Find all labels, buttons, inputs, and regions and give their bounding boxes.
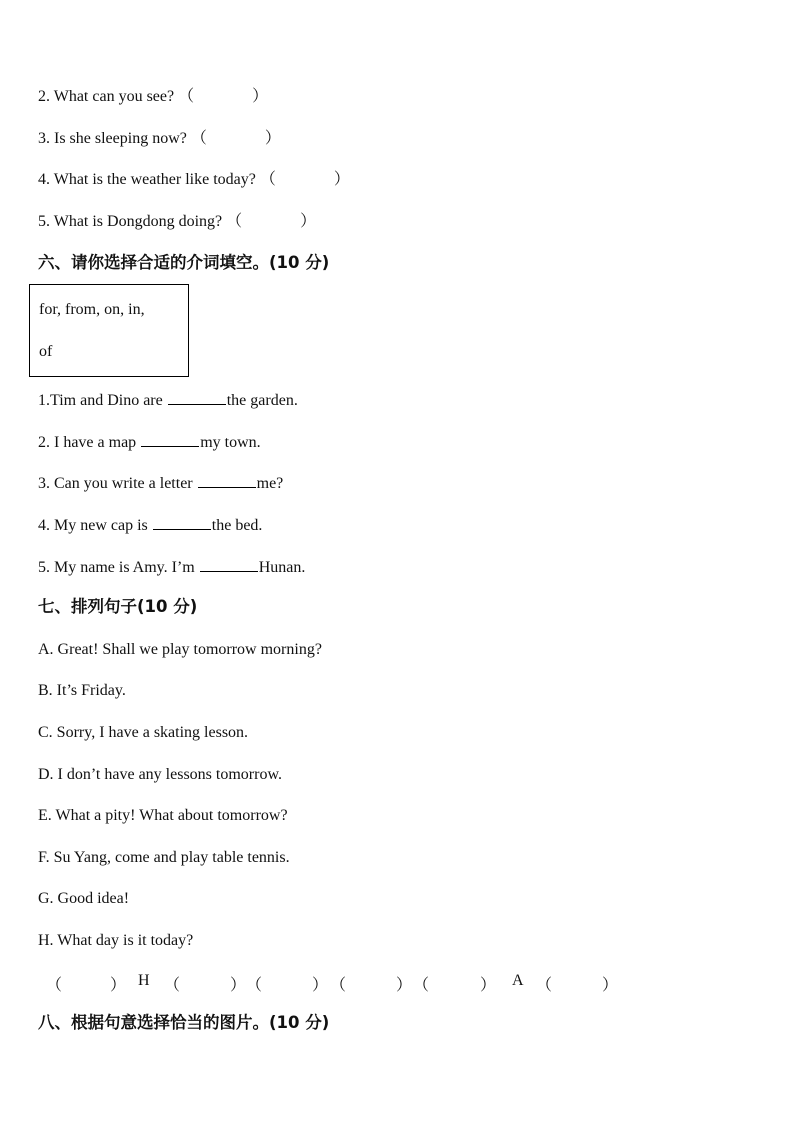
sentence-d: D. I don’t have any lessons tomorrow.	[38, 766, 282, 783]
item-text-after: my town.	[200, 434, 261, 451]
item-text-before: 4. My new cap is	[38, 517, 148, 534]
section-7-heading: 七、排列句子(10 分)	[38, 597, 198, 616]
word-bank-line-1: for, from, on, in,	[39, 301, 145, 318]
item-text-before: 3. Can you write a letter	[38, 475, 193, 492]
sentence-c: C. Sorry, I have a skating lesson.	[38, 724, 249, 741]
slot-5-close: ）	[480, 977, 497, 994]
section-8-heading: 八、根据句意选择恰当的图片。(10 分)	[38, 1013, 330, 1032]
answer-paren-close: ）	[252, 88, 269, 105]
sentence-b: B. It’s Friday.	[38, 682, 126, 699]
fill-blank[interactable]	[153, 515, 211, 530]
fill-item-5	[38, 557, 305, 578]
section-6-heading: 六、请你选择合适的介词填空。(10 分)	[38, 253, 330, 272]
item-text-before: 1.Tim and Dino are	[38, 392, 163, 409]
answer-paren-close: ）	[333, 171, 350, 188]
fill-item-1	[38, 390, 298, 411]
sentence-g: G. Good idea!	[38, 890, 130, 907]
sentence-a: A. Great! Shall we play tomorrow morning?	[38, 641, 322, 658]
fill-blank[interactable]	[168, 390, 226, 405]
fill-item-3	[38, 473, 283, 494]
slot-2-open: （	[164, 977, 181, 994]
question-4	[38, 170, 350, 190]
answer-paren-close: ）	[300, 213, 317, 230]
fill-blank[interactable]	[141, 432, 199, 447]
answer-paren-open: （	[178, 88, 195, 105]
item-text-before: 5. My name is Amy. I’m	[38, 559, 195, 576]
question-text: 3. Is she sleeping now?	[38, 130, 187, 147]
slot-6-open: （	[536, 977, 553, 994]
slot-3-open: （	[246, 977, 263, 994]
item-text-after: me?	[256, 475, 284, 492]
slot-3-close: ）	[312, 977, 329, 994]
question-text: 5. What is Dongdong doing?	[38, 213, 223, 230]
question-text: 2. What can you see?	[38, 88, 175, 105]
answer-paren-close: ）	[264, 130, 281, 147]
answer-paren-open: （	[226, 213, 243, 230]
given-answer-last: A	[512, 972, 524, 989]
answer-paren-open: （	[190, 130, 207, 147]
slot-2-close: ）	[230, 977, 247, 994]
item-text-before: 2. I have a map	[38, 434, 137, 451]
slot-5-open: （	[413, 977, 430, 994]
given-answer-first: H	[138, 972, 150, 989]
item-text-after: Hunan.	[258, 559, 306, 576]
word-bank-line-2: of	[39, 343, 53, 360]
slot-6-close: ）	[602, 977, 619, 994]
slot-1-close: ）	[110, 977, 127, 994]
question-5	[38, 212, 316, 232]
slot-4-close: ）	[396, 977, 413, 994]
answer-paren-open: （	[259, 171, 276, 188]
word-bank-box	[29, 284, 189, 377]
slot-1-open: （	[46, 977, 63, 994]
fill-blank[interactable]	[198, 473, 256, 488]
item-text-after: the garden.	[226, 392, 298, 409]
item-text-after: the bed.	[211, 517, 263, 534]
fill-item-4	[38, 515, 262, 536]
sentence-f: F. Su Yang, come and play table tennis.	[38, 849, 290, 866]
fill-blank[interactable]	[200, 557, 258, 572]
sentence-e: E. What a pity! What about tomorrow?	[38, 807, 288, 824]
question-3	[38, 129, 281, 149]
question-2	[38, 87, 268, 107]
slot-4-open: （	[330, 977, 347, 994]
question-text: 4. What is the weather like today?	[38, 171, 256, 188]
sentence-h: H. What day is it today?	[38, 932, 194, 949]
fill-item-2	[38, 432, 261, 453]
